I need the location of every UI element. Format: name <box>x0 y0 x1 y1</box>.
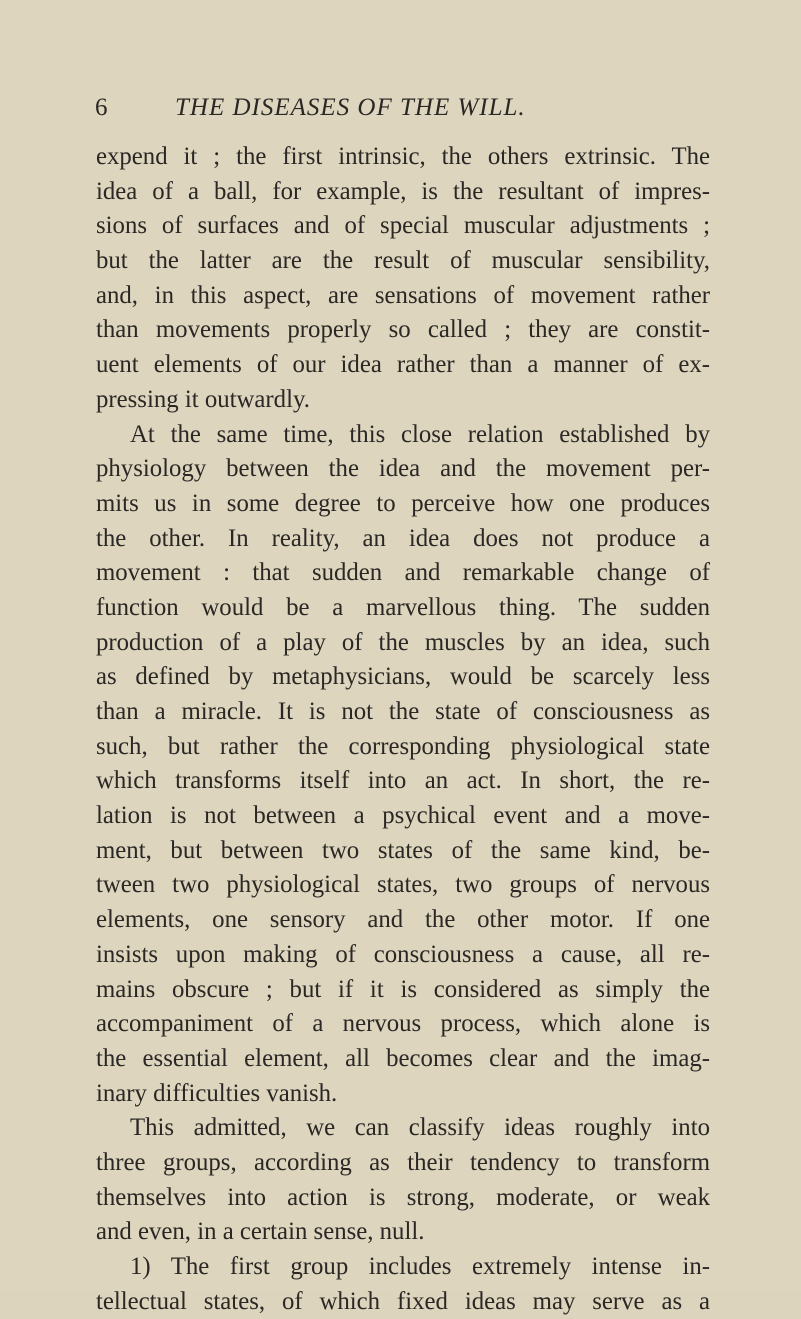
text-line: expend it ; the first intrinsic, the others extrinsic. The <box>96 143 710 170</box>
text-line: which transforms itself into an act. In short, the re- <box>96 767 710 795</box>
text-line: pressing it outwardly. <box>96 385 310 413</box>
body-text <box>96 140 710 1319</box>
text-line: sions of surfaces and of special muscular adjustments ; <box>96 212 710 240</box>
text-line: This admitted, we can classify ideas roughly into <box>130 1114 710 1142</box>
text-line: the essential element, all becomes clear and the imag- <box>96 1044 710 1072</box>
text-line: At the same time, this close relation established by <box>130 420 710 448</box>
text-line: inary difficulties vanish. <box>96 1079 338 1107</box>
text-line: production of a play of the muscles by an idea, such <box>96 628 710 656</box>
page-number: 6 <box>95 94 108 121</box>
text-line: the other. In reality, an idea does not produce a <box>96 524 710 552</box>
text-line: such, but rather the corresponding physiological state <box>96 732 710 760</box>
text-line: and, in this aspect, are sensations of movement rather <box>96 281 710 309</box>
text-line: but the latter are the result of muscular sensibility, <box>96 247 710 275</box>
text-line: than movements properly so called ; they are constit- <box>96 316 710 344</box>
text-line: mits us in some degree to perceive how one produces <box>96 489 710 517</box>
text-line: tween two physiological states, two groups of nervous <box>96 871 710 899</box>
text-line: elements, one sensory and the other motor. If one <box>96 906 710 934</box>
text-line: uent elements of our idea rather than a manner of ex- <box>96 351 710 379</box>
text-line: ment, but between two states of the same kind, be- <box>96 836 710 864</box>
text-line: physiology between the idea and the movement per- <box>96 455 710 483</box>
text-line: accompaniment of a nervous process, which alone is <box>96 1010 710 1038</box>
running-title: THE DISEASES OF THE WILL. <box>175 94 526 121</box>
text-line: lation is not between a psychical event and a move- <box>96 802 710 830</box>
text-line: 1) The first group includes extremely intense in- <box>130 1253 710 1280</box>
text-line: tellectual states, of which fixed ideas may serve as a <box>96 1287 710 1315</box>
text-line: than a miracle. It is not the state of consciousness as <box>96 698 710 725</box>
text-line: three groups, according as their tendency to transform <box>96 1148 710 1176</box>
text-line: themselves into action is strong, moderate, or weak <box>96 1183 710 1211</box>
text-line: function would be a marvellous thing. The sudden <box>96 593 710 621</box>
running-head <box>95 92 735 124</box>
text-line: movement : that sudden and remarkable change of <box>96 559 710 587</box>
text-line: mains obscure ; but if it is considered as simply the <box>96 975 710 1003</box>
text-line: as defined by metaphysicians, would be scarcely less <box>96 663 710 691</box>
text-line: idea of a ball, for example, is the resultant of impres- <box>96 177 710 205</box>
text-line: and even, in a certain sense, null. <box>96 1218 425 1246</box>
text-line: insists upon making of consciousness a cause, all re- <box>96 940 710 968</box>
